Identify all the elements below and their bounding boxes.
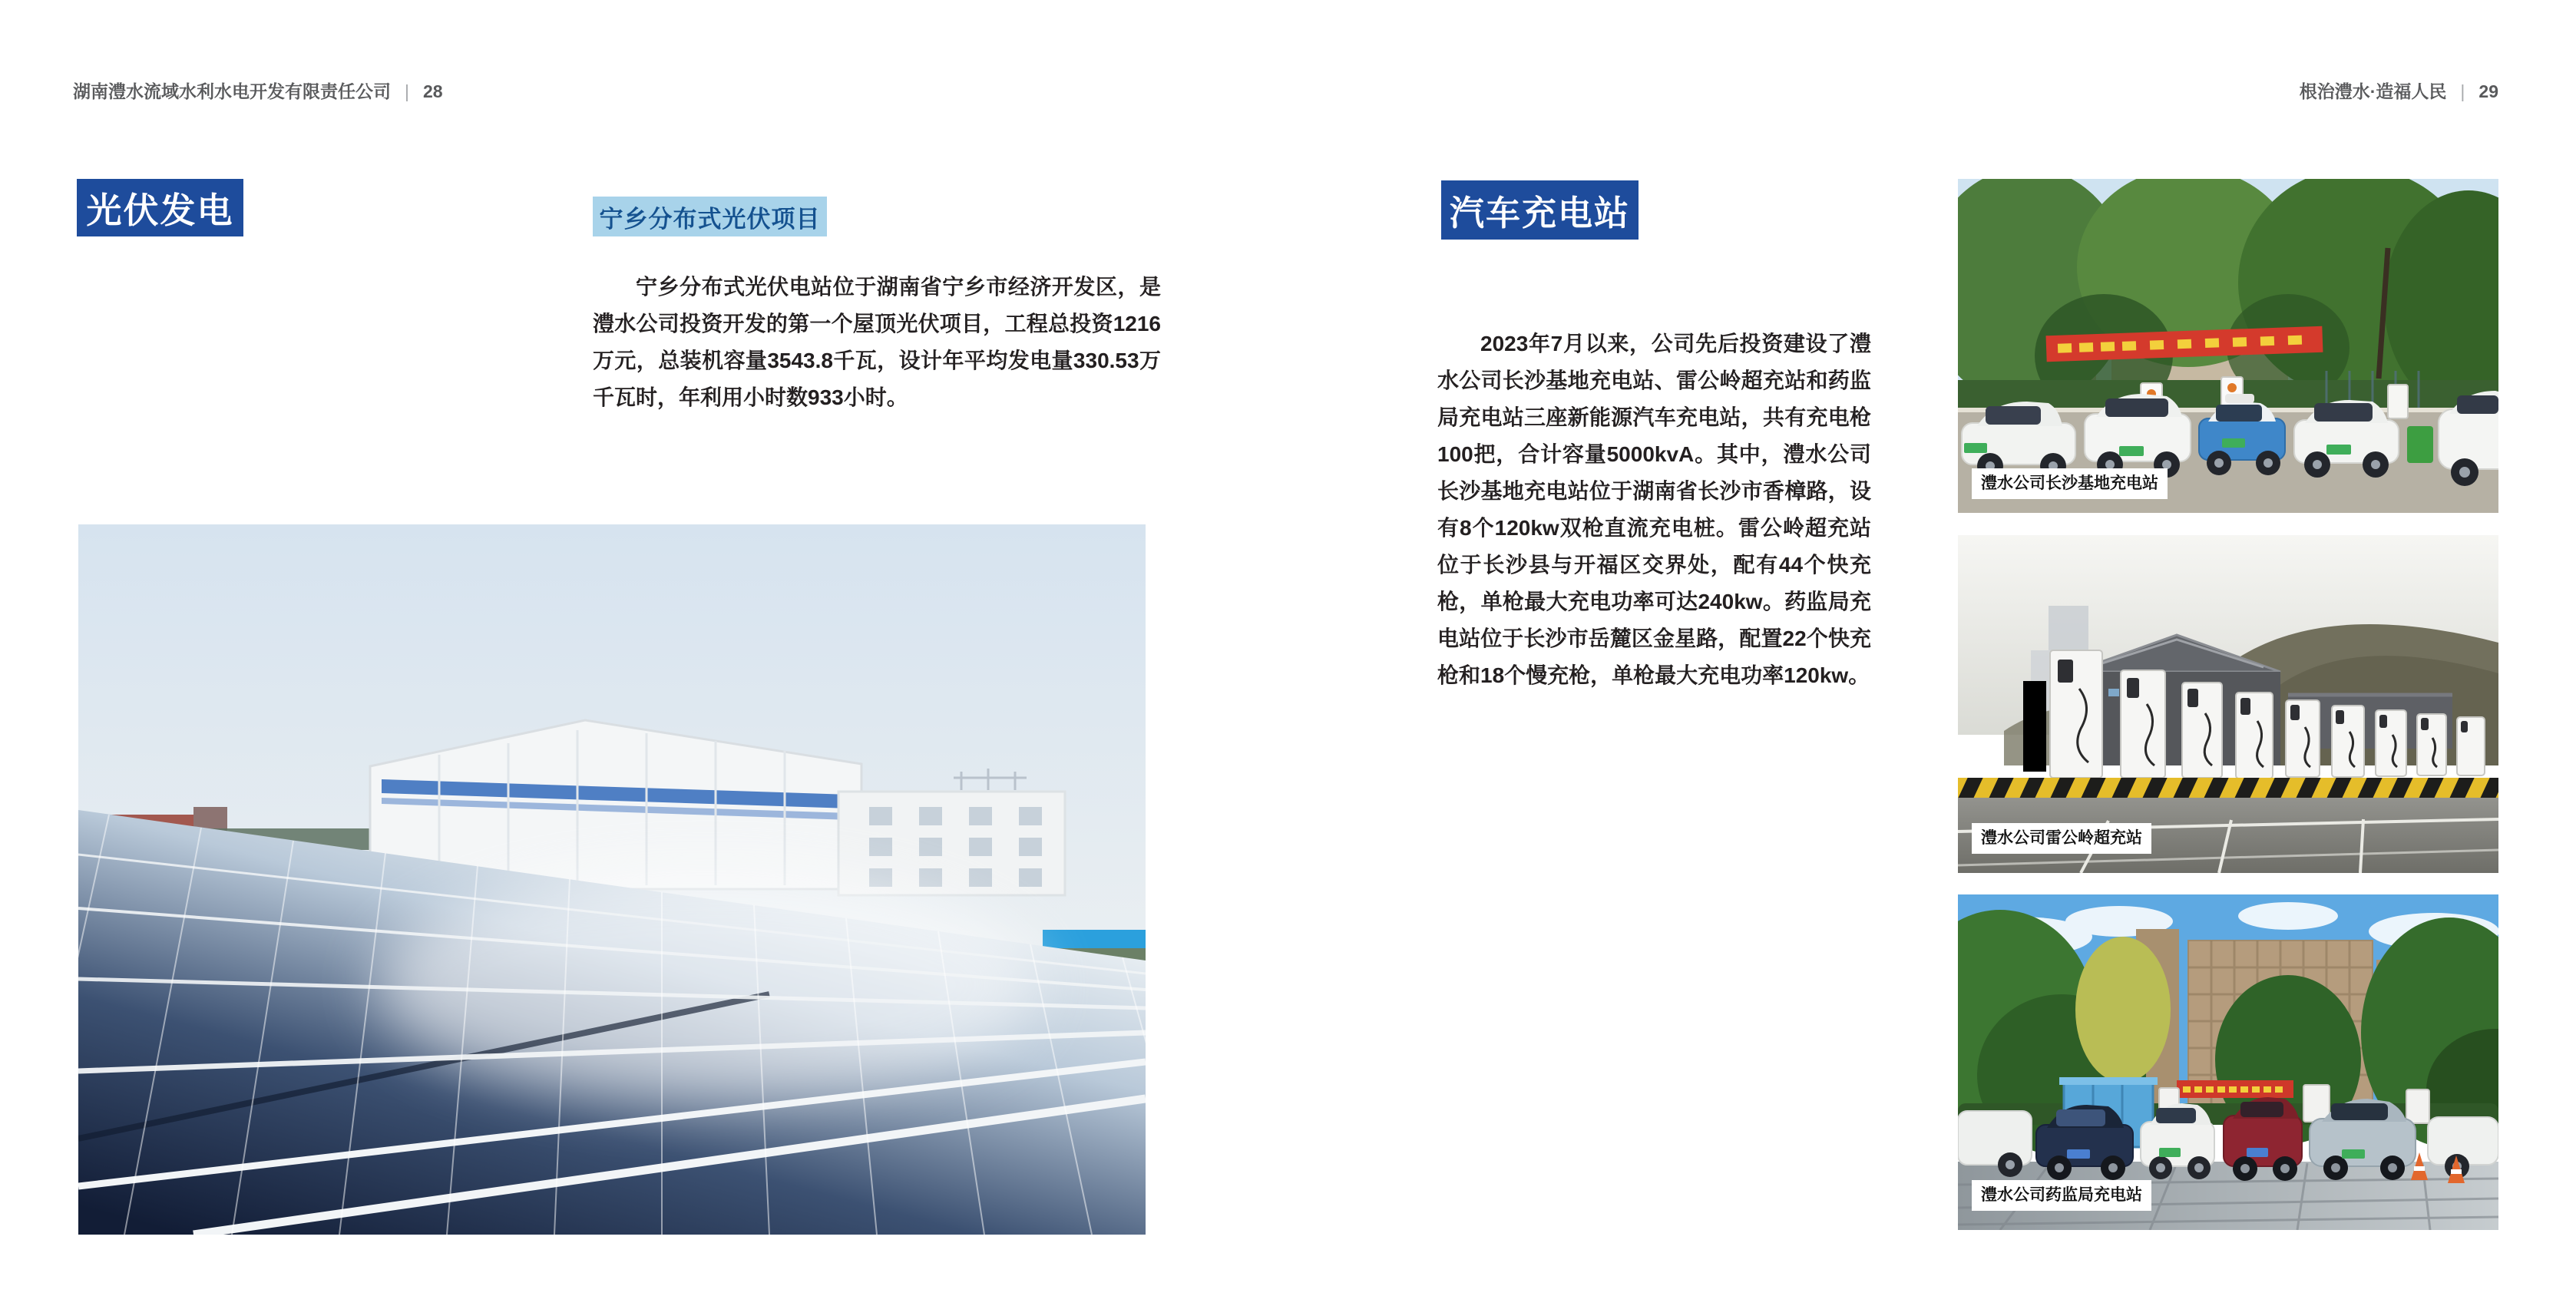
photo-caption: 澧水公司药监局充电站 bbox=[1972, 1180, 2151, 1211]
leigongling-station-photo bbox=[1958, 535, 2498, 873]
header-left bbox=[73, 78, 443, 104]
header-divider: | bbox=[405, 81, 409, 101]
pv-paragraph: 宁乡分布式光伏电站位于湖南省宁乡市经济开发区，是澧水公司投资开发的第一个屋顶光伏项目，工程总投资1216万元，总装机容量3543.8千瓦，设计年平均发电量330.53万千瓦时，年利用小时数933小时。 bbox=[593, 275, 1161, 409]
yaojianju-station-photo bbox=[1958, 894, 2498, 1230]
changsha-photo-scene bbox=[1958, 179, 2498, 513]
solar-rooftop-photo bbox=[78, 524, 1146, 1235]
changsha-base-station-photo bbox=[1958, 179, 2498, 513]
solar-photo-scene bbox=[78, 524, 1146, 1235]
company-name: 湖南澧水流域水利水电开发有限责任公司 bbox=[73, 81, 391, 101]
section-badge-pv: 光伏发电 bbox=[77, 179, 243, 236]
leigongling-photo-scene bbox=[1958, 535, 2498, 873]
photo-caption: 澧水公司雷公岭超充站 bbox=[1972, 823, 2151, 854]
section-badge-charging: 汽车充电站 bbox=[1441, 180, 1639, 240]
header-divider: | bbox=[2460, 81, 2465, 101]
header-right bbox=[2300, 78, 2498, 104]
photo-caption: 澧水公司长沙基地充电站 bbox=[1972, 468, 2168, 499]
striped-barrier bbox=[1958, 778, 2498, 798]
charging-paragraph: 2023年7月以来，公司先后投资建设了澧水公司长沙基地充电站、雷公岭超充站和药监局充电站三座新能源汽车充电站，共有充电枪100把，合计容量5000kvA。其中，澧水公司长沙基地充电站位于湖南省长沙市香樟路，设有8个120kw双枪直流充电桩。雷公岭超充站位于长沙县与开福区交界处，配有44个快充枪，单枪最大充电功率可达240kw。药监局充电站位于长沙市岳麓区金星路，配置22个快充枪和18个慢充枪，单枪最大充电功率120kw。 bbox=[1437, 332, 1871, 687]
project-tag-ningxiang: 宁乡分布式光伏项目 bbox=[593, 197, 827, 236]
red-banner bbox=[2177, 1080, 2293, 1098]
green-bin bbox=[2407, 426, 2433, 463]
slogan: 根治澧水·造福人民 bbox=[2299, 81, 2447, 101]
page-number-left: 28 bbox=[422, 81, 443, 101]
page-number-right: 29 bbox=[2478, 81, 2498, 101]
